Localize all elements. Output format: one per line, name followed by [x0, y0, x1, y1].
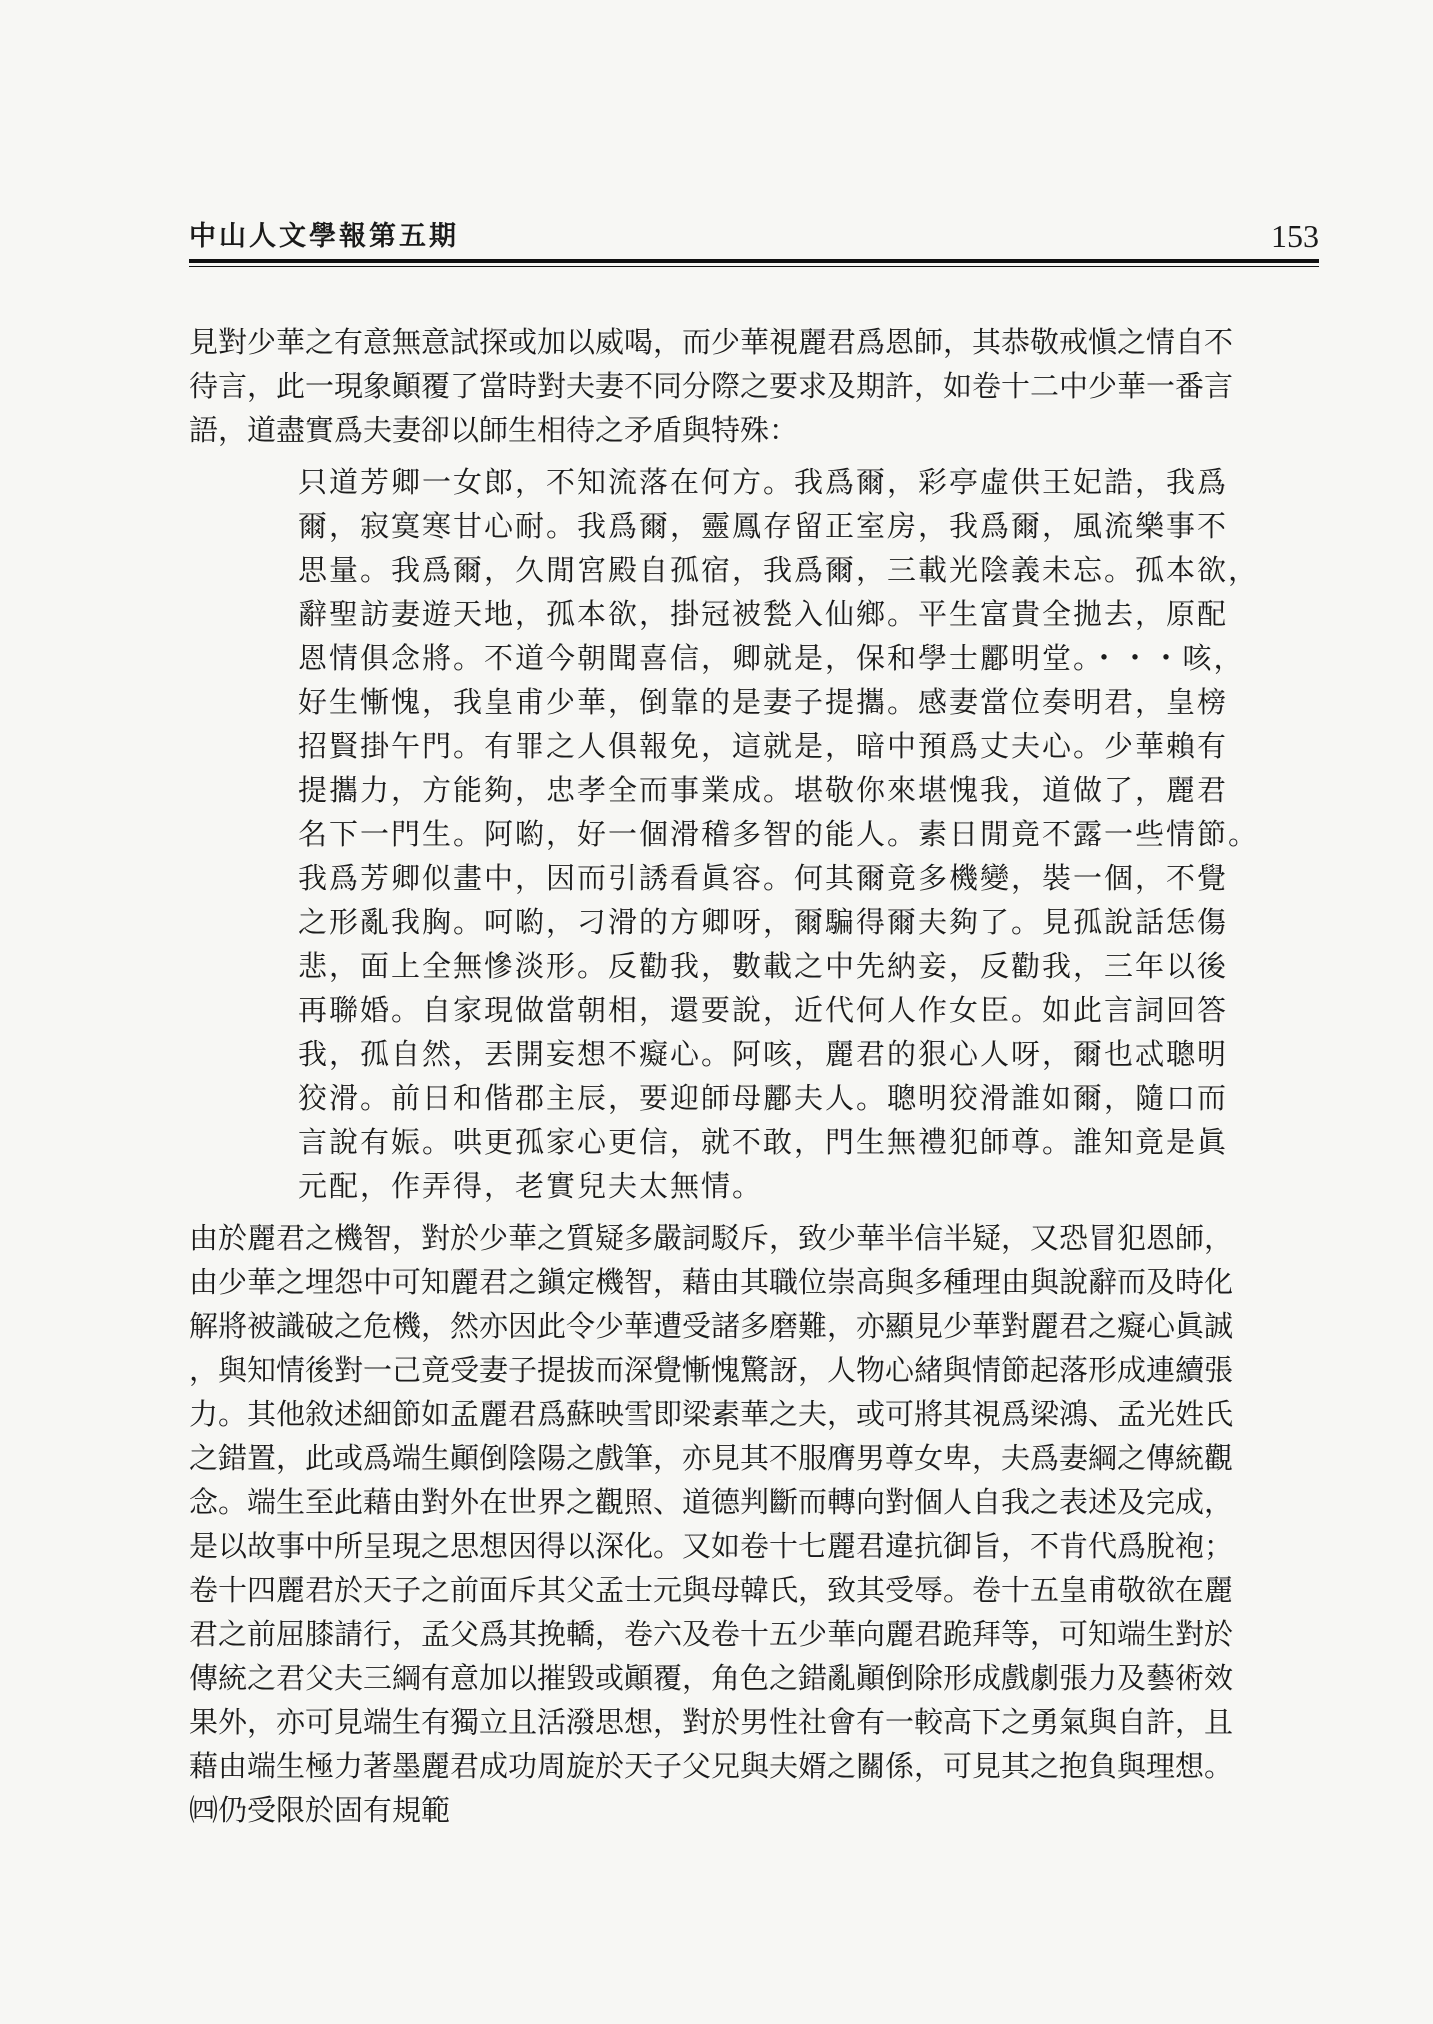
quote-line: 只道芳卿一女郎，不知流落在何方。我爲爾，彩亭虛供王妃誥，我爲 — [298, 465, 1229, 499]
section-heading: ㈣仍受限於固有規範 — [189, 1793, 451, 1827]
quote-line: 辭聖訪妻遊天地，孤本欲，掛冠被甃入仙鄉。平生富貴全拋去，原配 — [298, 597, 1229, 631]
quote-line: 恩情俱念將。不道今朝聞喜信，卿就是，保和學士酈明堂。・・・咳， — [298, 641, 1245, 675]
text-line: 念。端生至此藉由對外在世界之觀照、道德判斷而轉向對個人自我之表述及完成， — [189, 1485, 1234, 1519]
quote-line: 悲，面上全無慘淡形。反勸我，數載之中先納妾，反勸我，三年以後 — [298, 949, 1229, 983]
text-line: 藉由端生極力著墨麗君成功周旋於天子父兄與夫婿之關係，可見其之抱負與理想。 — [189, 1749, 1234, 1783]
quote-line: 狡滑。前日和偕郡主辰，要迎師母酈夫人。聰明狡滑誰如爾，隨口而 — [298, 1081, 1229, 1115]
text-line: 君之前屈膝請行，孟父爲其挽轎，卷六及卷十五少華向麗君跪拜等，可知端生對於 — [189, 1617, 1234, 1651]
quote-line: 名下一門生。阿喲，好一個滑稽多智的能人。素日閒竟不露一些情節。 — [298, 817, 1260, 851]
quote-line: 元配，作弄得，老實兒夫太無情。 — [298, 1169, 764, 1203]
text-line: 果外，亦可見端生有獨立且活潑思想，對於男性社會有一較高下之勇氣與自許，且 — [189, 1705, 1234, 1739]
text-line: 之錯置，此或爲端生顚倒陰陽之戲筆，亦見其不服膺男尊女卑，夫爲妻綱之傳統觀 — [189, 1441, 1234, 1475]
text-line: 由於麗君之機智，對於少華之質疑多嚴詞駁斥，致少華半信半疑，又恐冒犯恩師， — [189, 1221, 1234, 1255]
running-header — [189, 205, 1319, 261]
quote-line: 再聯婚。自家現做當朝相，還要說，近代何人作女臣。如此言詞回答 — [298, 993, 1229, 1027]
text-line: 卷十四麗君於天子之前面斥其父孟士元與母韓氏，致其受辱。卷十五皇甫敬欲在麗 — [189, 1573, 1234, 1607]
text-line: 傳統之君父夫三綱有意加以摧毀或顚覆，角色之錯亂顚倒除形成戲劇張力及藝術效 — [189, 1661, 1234, 1695]
quote-line: 好生慚愧，我皇甫少華，倒靠的是妻子提攜。感妻當位奏明君，皇榜 — [298, 685, 1229, 719]
text-line: 語，道盡實爲夫妻卻以師生相待之矛盾與特殊： — [189, 413, 799, 447]
quote-line: 之形亂我胸。呵喲，刁滑的方卿呀，爾騙得爾夫夠了。見孤說話恁傷 — [298, 905, 1229, 939]
text-line: 見對少華之有意無意試探或加以威喝，而少華視麗君爲恩師，其恭敬戒愼之情自不 — [189, 325, 1234, 359]
quote-line: 言說有娠。哄更孤家心更信，就不敢，門生無禮犯師尊。誰知竟是眞 — [298, 1125, 1229, 1159]
quote-line: 我，孤自然，丟開妄想不癡心。阿咳，麗君的狠心人呀，爾也忒聰明 — [298, 1037, 1229, 1071]
text-line: 由少華之埋怨中可知麗君之鎭定機智，藉由其職位崇高與多種理由與說辭而及時化 — [189, 1265, 1234, 1299]
header-rule-thick — [189, 259, 1319, 263]
quote-line: 我爲芳卿似畫中，因而引誘看眞容。何其爾竟多機變，裝一個，不覺 — [298, 861, 1229, 895]
quote-line: 思量。我爲爾，久閒宮殿自孤宿，我爲爾，三載光陰義未忘。孤本欲， — [298, 553, 1260, 587]
header-rule-thin — [189, 266, 1319, 267]
quote-line: 提攜力，方能夠，忠孝全而事業成。堪敬你來堪愧我，道做了，麗君 — [298, 773, 1229, 807]
text-line: 力。其他敘述細節如孟麗君爲蘇映雪即梁素華之夫，或可將其視爲梁鴻、孟光姓氏 — [189, 1397, 1234, 1431]
quote-line: 招賢掛午門。有罪之人俱報免，這就是，暗中預爲丈夫心。少華賴有 — [298, 729, 1229, 763]
text-line: 是以故事中所呈現之思想因得以深化。又如卷十七麗君違抗御旨，不肯代爲脫袍； — [189, 1529, 1234, 1563]
journal-title: 中山人文學報第五期 — [189, 221, 459, 252]
text-line: ，與知情後對一己竟受妻子提拔而深覺慚愧驚訝，人物心緒與情節起落形成連續張 — [189, 1353, 1234, 1387]
page-number: 153 — [1271, 218, 1319, 254]
quote-line: 爾，寂寞寒甘心耐。我爲爾，靈鳳存留正室房，我爲爾，風流樂事不 — [298, 509, 1229, 543]
text-line: 解將被識破之危機，然亦因此令少華遭受諸多磨難，亦顯見少華對麗君之癡心眞誠 — [189, 1309, 1234, 1343]
text-line: 待言，此一現象顚覆了當時對夫妻不同分際之要求及期許，如卷十二中少華一番言 — [189, 369, 1234, 403]
